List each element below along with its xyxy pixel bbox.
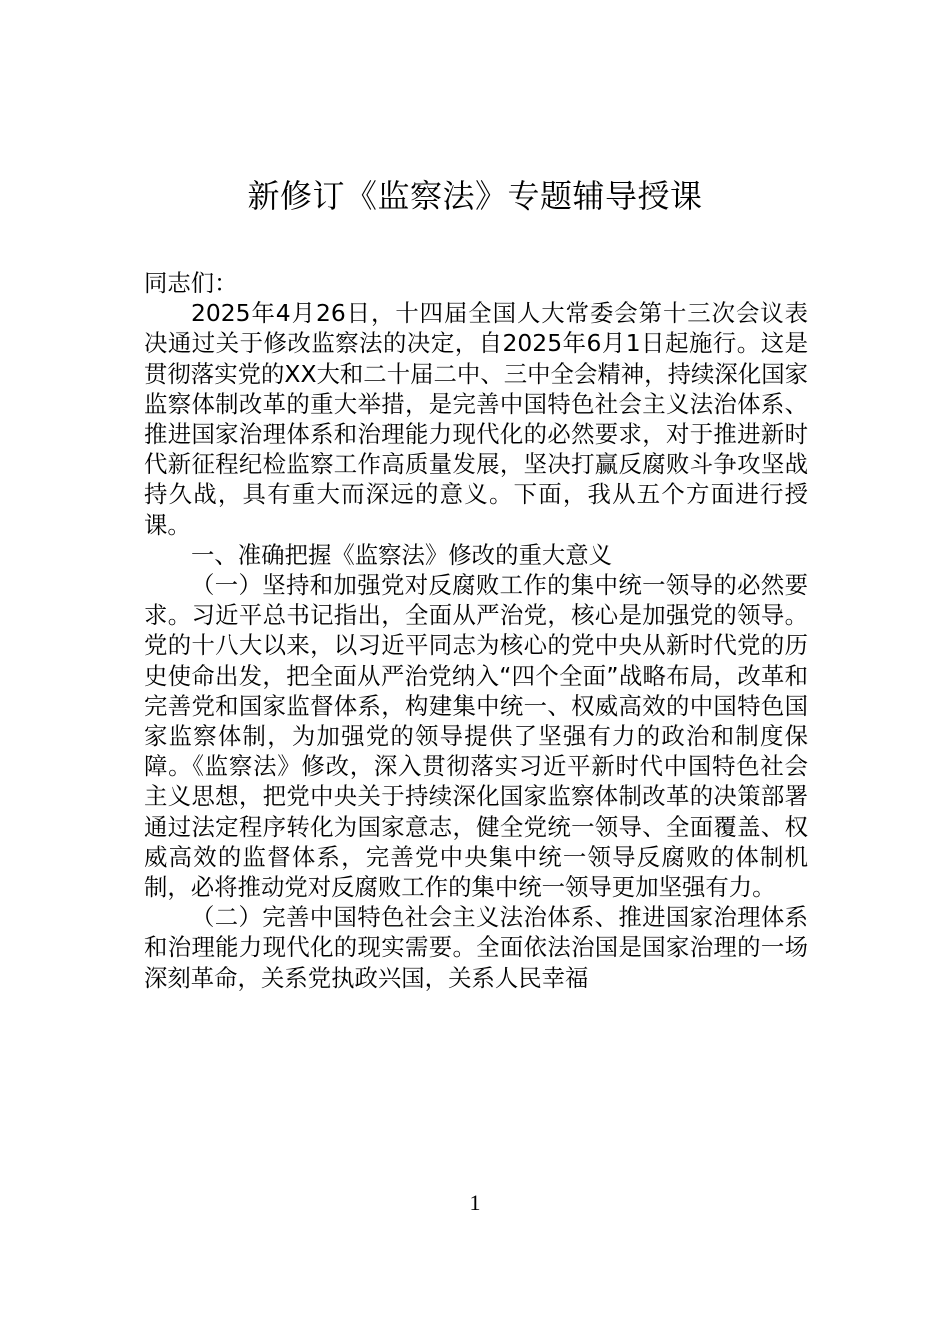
greeting: 同志们： xyxy=(144,269,238,297)
page-number: 1 xyxy=(469,1190,481,1215)
document-body xyxy=(144,268,808,993)
document-title: 新修订《监察法》专题辅导授课 xyxy=(247,177,703,215)
paragraph-intro: 2025年4月26日，十四届全国人大常委会第十三次会议表决通过关于修改监察法的决定，自2025年6月1日起施行。这是贯彻落实党的XX大和二十届二中、三中全会精神，持续深化国家监察体制改革的重大举措，是完善中国特色社会主义法治体系、推进国家治理体系和治理能力现代化的必然要求，对于推进新时代新征程纪检监察工作高质量发展，坚决打赢反腐败斗争攻坚战持久战，具有重大而深远的意义。下面，我从五个方面进行授课。 xyxy=(144,299,808,539)
section-heading-1: 一、准确把握《监察法》修改的重大意义 xyxy=(191,540,613,569)
paragraph-point-1: （一）坚持和加强党对反腐败工作的集中统一领导的必然要求。习近平总书记指出，全面从严治党，核心是加强党的领导。党的十八大以来，以习近平同志为核心的党中央从新时代党的历史使命出发，把全面从严治党纳入“四个全面”战略布局，改革和完善党和国家监督体系，构建集中统一、权威高效的中国特色国家监察体制，为加强党的领导提供了坚强有力的政治和制度保障。《监察法》修改，深入贯彻落实习近平新时代中国特色社会主义思想，把党中央关于持续深化国家监察体制改革的决策部署通过法定程序转化为国家意志，健全党统一领导、全面覆盖、权威高效的监督体系，完善党中央集中统一领导反腐败的体制机制，必将推动党对反腐败工作的集中统一领导更加坚强有力。 xyxy=(144,571,808,902)
paragraph-point-2: （二）完善中国特色社会主义法治体系、推进国家治理体系和治理能力现代化的现实需要。全面依法治国是国家治理的一场深刻革命，关系党执政兴国，关系人民幸福 xyxy=(144,903,808,992)
